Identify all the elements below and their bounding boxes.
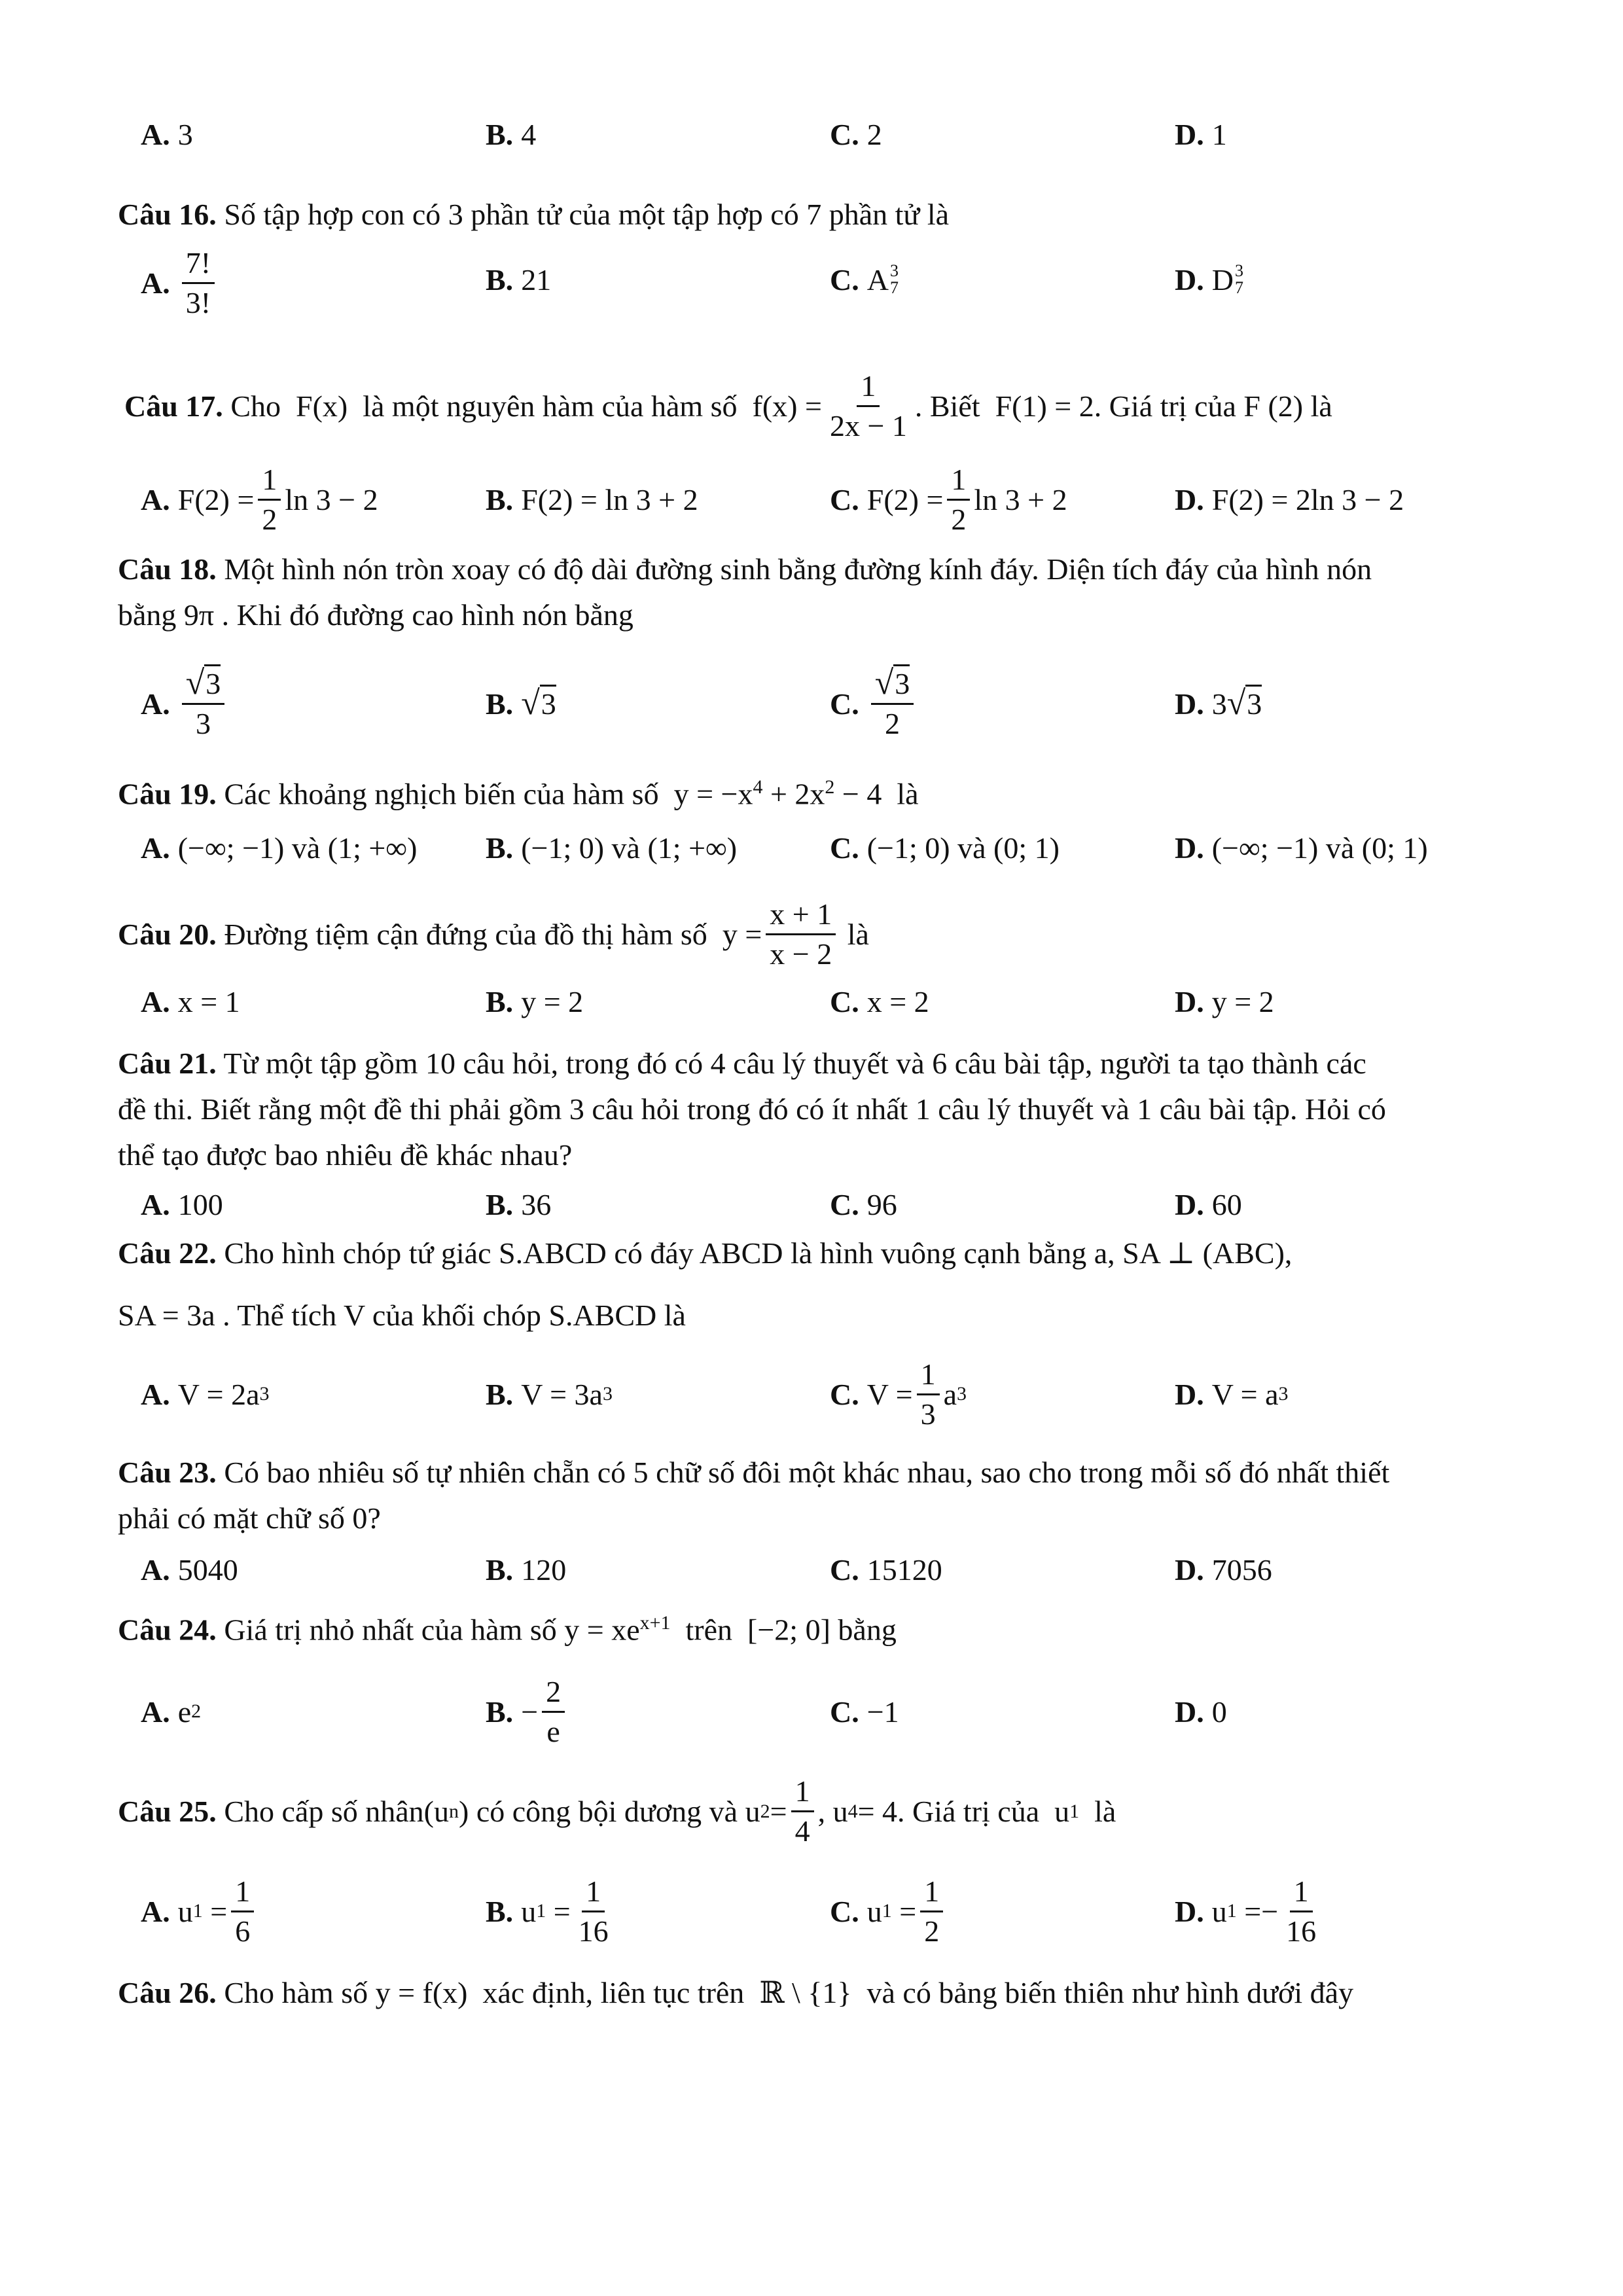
q21-stem-line1: [118, 1041, 1518, 1086]
option-label: A.: [141, 1377, 170, 1411]
subscript: 4: [847, 1800, 858, 1822]
option-label: B.: [486, 482, 514, 516]
q23-stem-line2: phải có mặt chữ số 0?: [118, 1501, 381, 1535]
option-text: V = 2a: [177, 1377, 260, 1411]
exponent: 3: [957, 1383, 967, 1405]
option-label: C.: [830, 482, 859, 516]
q16-option-b: [486, 243, 551, 315]
subscript: 7: [1234, 278, 1243, 297]
option-label: A.: [141, 266, 170, 300]
option-label: B.: [486, 262, 514, 296]
q20-stem: [118, 893, 869, 975]
question-number: Câu 21.: [118, 1047, 217, 1080]
denominator: 4: [794, 1814, 810, 1848]
math-expr: ℝ \ {1}: [759, 1976, 852, 2009]
denominator: 3: [196, 707, 211, 740]
denominator: 2x − 1: [829, 408, 907, 442]
sqrt: [521, 685, 556, 723]
math-expr: F(2) =: [866, 482, 944, 516]
q19-stem: [118, 764, 1518, 817]
fraction: [826, 367, 911, 445]
option-text: F(2) = 2ln 3 − 2: [1211, 482, 1404, 516]
option-label: C.: [830, 1894, 859, 1928]
exponent: 2: [191, 1700, 202, 1722]
question-number: Câu 22.: [118, 1236, 217, 1270]
option-text: V = a: [1211, 1377, 1279, 1411]
q19-option-c: [830, 818, 1060, 877]
q20-option-b: [486, 975, 583, 1028]
subscript: 1: [1069, 1800, 1080, 1822]
option-label: C.: [830, 1695, 859, 1729]
denominator: 16: [578, 1914, 609, 1948]
option-text: e: [177, 1695, 192, 1729]
option-text: 2: [866, 117, 882, 151]
option-label: B.: [486, 687, 514, 721]
question-text: Đường tiệm cận đứng của đồ thị hàm số: [224, 918, 707, 951]
option-text: A: [866, 262, 889, 296]
math-expr: V =: [866, 1377, 913, 1411]
option-label: C.: [830, 1552, 859, 1587]
question-text: Có bao nhiêu số tự nhiên chẵn có 5 chữ số đôi một khác nhau, sao cho trong mỗi số đó nhất thiết: [224, 1456, 1390, 1489]
denominator: 2: [885, 707, 900, 740]
option-label: D.: [1175, 117, 1204, 151]
q23-option-a: [141, 1543, 238, 1596]
question-text: là: [847, 918, 869, 951]
sqrt: [875, 664, 910, 702]
sqrt: [186, 664, 221, 702]
fraction: [542, 1673, 565, 1751]
q16-stem: [118, 192, 1518, 238]
math-expr: =: [553, 1894, 571, 1928]
option-text: 96: [866, 1187, 897, 1221]
q16-option-d: [1175, 243, 1243, 315]
option-label: C.: [830, 262, 859, 296]
option-label: D.: [1175, 1894, 1204, 1928]
option-label: D.: [1175, 1552, 1204, 1587]
option-label: D.: [1175, 1695, 1204, 1729]
q21-option-d: [1175, 1178, 1242, 1230]
math-expr: ln 3 + 2: [974, 482, 1067, 516]
option-text: 15120: [866, 1552, 942, 1587]
q19-option-a: [141, 818, 417, 877]
option-label: D.: [1175, 687, 1204, 721]
subscript: 1: [192, 1900, 203, 1922]
option-label: D.: [1175, 984, 1204, 1018]
option-text: x = 1: [177, 984, 240, 1018]
numerator: 1: [1290, 1873, 1313, 1912]
option-label: B.: [486, 984, 514, 1018]
question-text: Một hình nón tròn xoay có độ dài đường sinh bằng đường kính đáy. Diện tích đáy của hình nón: [224, 552, 1372, 586]
denominator: e: [546, 1714, 560, 1748]
fraction: [871, 664, 914, 743]
option-label: A.: [141, 117, 170, 151]
subscript: n: [448, 1800, 459, 1822]
denominator: 2: [924, 1914, 940, 1948]
denominator: x − 2: [770, 937, 832, 971]
question-text: trên: [685, 1613, 733, 1647]
q22-stem-line1: [118, 1230, 1518, 1276]
option-label: C.: [830, 117, 859, 151]
script: [890, 262, 899, 296]
question-text: là: [1094, 1795, 1116, 1828]
option-label: B.: [486, 117, 514, 151]
math-expr: a: [943, 1377, 957, 1411]
question-number: Câu 25.: [118, 1795, 217, 1828]
question-text: Từ một tập gồm 10 câu hỏi, trong đó có 4 câu lý thuyết và 6 câu bài tập, người ta tạo thành các: [223, 1047, 1366, 1080]
exponent: 3: [1278, 1383, 1289, 1405]
option-text: D: [1211, 262, 1234, 296]
question-text: Giá trị nhỏ nhất của hàm số: [224, 1613, 557, 1647]
exponent: x+1: [639, 1612, 671, 1634]
q17-option-a: [141, 460, 378, 539]
question-number: Câu 24.: [118, 1613, 217, 1647]
option-text: 36: [521, 1187, 552, 1221]
q18-stem-line1: [118, 547, 1518, 592]
question-number: Câu 26.: [118, 1976, 217, 2009]
q22-option-a: [141, 1355, 269, 1433]
denominator: 3: [920, 1397, 936, 1431]
question-text: và có bảng biến thiên như hình dưới đây: [866, 1976, 1354, 2009]
question-text: Cho hình chóp tứ giác S.ABCD có đáy ABCD là hình vuông cạnh bằng a, SA ⊥ (ABC),: [224, 1236, 1293, 1270]
numerator: 1: [582, 1873, 605, 1912]
q25-stem: [118, 1770, 1116, 1852]
option-label: A.: [141, 1695, 170, 1729]
option-text: F(2) = ln 3 + 2: [521, 482, 698, 516]
radical-sign: √: [185, 664, 205, 702]
q21-option-a: [141, 1178, 223, 1230]
radicand: 3: [893, 664, 910, 702]
math-expr: y = xe: [564, 1613, 640, 1647]
q18-stem-line2: bằng 9π . Khi đó đường cao hình nón bằng: [118, 598, 633, 632]
denominator: 6: [235, 1914, 251, 1948]
fraction: [1282, 1873, 1320, 1950]
question-number: Câu 19.: [118, 777, 217, 811]
option-label: D.: [1175, 1377, 1204, 1411]
math-expr: y = f(x): [375, 1976, 468, 2009]
math-expr: (u: [423, 1795, 449, 1828]
option-text: y = 2: [1211, 984, 1274, 1018]
radical-sign: √: [874, 664, 894, 702]
q20-option-d: [1175, 975, 1274, 1028]
script: [1235, 262, 1243, 296]
exponent: 2: [825, 776, 835, 798]
math-expr: 3: [1211, 687, 1227, 721]
numerator: x + 1: [766, 895, 836, 935]
q24-option-b: [486, 1669, 569, 1754]
q23-option-d: [1175, 1543, 1272, 1596]
math-expr: =: [1244, 1894, 1262, 1928]
option-label: A.: [141, 1552, 170, 1587]
option-text: 120: [521, 1552, 567, 1587]
math-expr: =: [770, 1795, 787, 1828]
option-label: A.: [141, 1187, 170, 1221]
math-expr: u: [1054, 1795, 1070, 1828]
question-text: là một nguyên hàm của hàm số: [363, 389, 738, 423]
option-label: C.: [830, 831, 859, 865]
option-label: D.: [1175, 262, 1204, 296]
math-expr: y =: [722, 918, 762, 951]
option-text: 5040: [177, 1552, 238, 1587]
question-text: Cho hàm số: [224, 1976, 368, 2009]
math-expr: u: [745, 1795, 760, 1828]
option-text: −1: [866, 1695, 899, 1729]
q25-option-b: [486, 1869, 616, 1954]
option-text: 1: [1211, 117, 1227, 151]
radicand: 3: [540, 685, 556, 722]
numerator: 7!: [182, 244, 215, 284]
question-number: Câu 16.: [118, 198, 217, 231]
option-text: 0: [1211, 1695, 1227, 1729]
subscript: 1: [1226, 1900, 1237, 1922]
option-label: A.: [141, 984, 170, 1018]
q19-option-d: [1175, 818, 1428, 877]
math-expr: u: [1211, 1894, 1227, 1928]
option-text: y = 2: [521, 984, 584, 1018]
option-text: 4: [521, 117, 537, 151]
math-expr: u: [866, 1894, 882, 1928]
option-text: (−∞; −1) và (1; +∞): [177, 831, 418, 865]
q15-option-c: [830, 98, 882, 170]
q21-option-b: [486, 1178, 551, 1230]
math-expr: − 4: [842, 777, 882, 811]
math-expr: u: [521, 1894, 537, 1928]
option-label: D.: [1175, 1187, 1204, 1221]
math-expr: −: [521, 1695, 539, 1729]
q22-stem-line2: SA = 3a . Thể tích V của khối chóp S.ABCD là: [118, 1299, 686, 1332]
q26-stem: [118, 1970, 1518, 2016]
q25-option-d: [1175, 1869, 1324, 1954]
math-expr: F(1) = 2: [995, 389, 1094, 423]
option-text: 60: [1211, 1187, 1242, 1221]
fraction: [231, 1873, 254, 1950]
option-text: (−1; 0) và (0; 1): [866, 831, 1060, 865]
option-label: B.: [486, 1377, 514, 1411]
option-text: 3: [177, 117, 193, 151]
denominator: 2: [951, 502, 967, 536]
q21-option-c: [830, 1178, 897, 1230]
fraction: [947, 461, 970, 539]
option-text: V = 3a: [521, 1377, 603, 1411]
option-text: 7056: [1211, 1552, 1272, 1587]
math-expr: y = −x: [673, 777, 753, 811]
question-text: bằng: [838, 1613, 897, 1647]
q25-option-c: [830, 1869, 947, 1954]
math-expr: = 4: [857, 1795, 898, 1828]
numerator: 1: [857, 367, 880, 407]
radical-sign: √: [521, 685, 540, 722]
option-label: A.: [141, 831, 170, 865]
math-expr: =: [899, 1894, 917, 1928]
denominator: 3!: [185, 285, 211, 319]
option-label: B.: [486, 1187, 514, 1221]
q22-option-d: [1175, 1355, 1288, 1433]
option-text: x = 2: [866, 984, 929, 1018]
q20-option-c: [830, 975, 929, 1028]
numerator: 2: [542, 1673, 565, 1713]
q19-option-b: [486, 818, 737, 877]
question-text: . Giá trị của: [897, 1795, 1040, 1828]
q22-option-c: [830, 1355, 967, 1433]
q16-option-c: [830, 243, 899, 315]
exponent: 3: [602, 1383, 613, 1405]
numerator: 1: [231, 1873, 254, 1912]
q17-option-b: [486, 460, 698, 539]
numerator: 1: [917, 1355, 940, 1395]
question-text: là: [897, 777, 919, 811]
fraction: [920, 1873, 943, 1950]
math-expr: −: [1261, 1894, 1279, 1928]
math-expr: + 2x: [770, 777, 825, 811]
fraction: [766, 895, 836, 973]
fraction: [575, 1873, 613, 1950]
question-text: xác định, liên tục trên: [482, 1976, 745, 2009]
fraction: [791, 1772, 814, 1850]
q24-option-d: [1175, 1669, 1227, 1754]
subscript: 2: [760, 1800, 770, 1822]
numerator: 1: [920, 1873, 943, 1912]
math-expr: [−2; 0]: [747, 1613, 830, 1647]
option-label: D.: [1175, 482, 1204, 516]
question-number: Câu 23.: [118, 1456, 217, 1489]
radicand: 3: [1245, 685, 1262, 722]
option-label: D.: [1175, 831, 1204, 865]
option-label: C.: [830, 1187, 859, 1221]
option-text: 100: [177, 1187, 223, 1221]
q21-stem-line3: thể tạo được bao nhiêu đề khác nhau?: [118, 1138, 573, 1172]
math-expr: ln 3 − 2: [285, 482, 378, 516]
q17-option-c: [830, 460, 1067, 539]
question-number: Câu 17.: [124, 389, 223, 423]
question-text: Cho cấp số nhân: [224, 1795, 424, 1828]
option-text: 21: [521, 262, 552, 296]
q25-option-a: [141, 1869, 258, 1954]
option-label: B.: [486, 831, 514, 865]
q18-option-a: [141, 661, 228, 746]
exponent: 4: [753, 776, 763, 798]
fraction: [182, 664, 225, 743]
q20-option-a: [141, 975, 240, 1028]
math-expr: F(2) =: [177, 482, 255, 516]
fraction: [182, 244, 215, 322]
q16-option-a: [141, 243, 219, 322]
question-text: Số tập hợp con có 3 phần tử của một tập hợp có 7 phần tử là: [224, 198, 950, 231]
numerator: 1: [947, 461, 970, 501]
exponent: 3: [259, 1383, 270, 1405]
math-expr: ): [458, 1795, 469, 1828]
question-number: Câu 20.: [118, 918, 217, 951]
option-label: A.: [141, 687, 170, 721]
numerator: 1: [791, 1772, 814, 1812]
fraction: [258, 461, 281, 539]
option-label: C.: [830, 984, 859, 1018]
math-expr: =: [210, 1894, 228, 1928]
option-label: C.: [830, 687, 859, 721]
option-text: (−1; 0) và (1; +∞): [521, 831, 738, 865]
subscript: 7: [889, 278, 899, 297]
question-text: có công bội dương và: [476, 1795, 738, 1828]
denominator: 16: [1286, 1914, 1317, 1948]
q18-option-d: [1175, 661, 1262, 746]
math-expr: u: [177, 1894, 193, 1928]
q18-option-b: [486, 661, 556, 746]
radicand: 3: [204, 664, 221, 702]
question-text: . Biết: [914, 389, 980, 423]
radical-sign: √: [1226, 685, 1246, 722]
q15-option-a: [141, 98, 193, 170]
option-text: (−∞; −1) và (0; 1): [1211, 831, 1428, 865]
numerator: [182, 664, 225, 705]
q21-stem-line2: đề thi. Biết rằng một đề thi phải gồm 3 câu hỏi trong đó có ít nhất 1 câu lý thuyết và 1 câu bài tập. Hỏi có: [118, 1092, 1386, 1126]
sqrt: [1227, 685, 1262, 723]
q24-option-c: [830, 1669, 899, 1754]
q24-option-a: [141, 1669, 201, 1754]
option-label: C.: [830, 1377, 859, 1411]
numerator: 1: [258, 461, 281, 501]
question-text: . Giá trị của F (2) là: [1094, 389, 1332, 423]
q17-stem: [124, 367, 1332, 445]
q23-option-c: [830, 1543, 942, 1596]
q22-option-b: [486, 1355, 613, 1433]
option-label: B.: [486, 1552, 514, 1587]
option-label: B.: [486, 1894, 514, 1928]
superscript: 3: [1234, 261, 1243, 280]
question-text: Cho: [230, 389, 281, 423]
denominator: 2: [262, 502, 277, 536]
fraction: [917, 1355, 940, 1433]
q18-option-c: [830, 661, 918, 746]
subscript: 1: [536, 1900, 546, 1922]
numerator: [871, 664, 914, 705]
math-expr: f(x) =: [752, 389, 822, 423]
question-text: Các khoảng nghịch biến của hàm số: [224, 777, 659, 811]
subscript: 1: [882, 1900, 892, 1922]
q23-option-b: [486, 1543, 566, 1596]
q15-option-d: [1175, 98, 1227, 170]
option-label: B.: [486, 1695, 514, 1729]
q24-stem: [118, 1600, 1518, 1653]
question-number: Câu 18.: [118, 552, 217, 586]
math-expr: F(x): [296, 389, 348, 423]
q15-option-b: [486, 98, 536, 170]
option-label: A.: [141, 1894, 170, 1928]
q17-option-d: [1175, 460, 1404, 539]
option-label: A.: [141, 482, 170, 516]
superscript: 3: [889, 261, 899, 280]
q23-stem-line1: [118, 1450, 1518, 1496]
math-expr: , u: [817, 1795, 848, 1828]
